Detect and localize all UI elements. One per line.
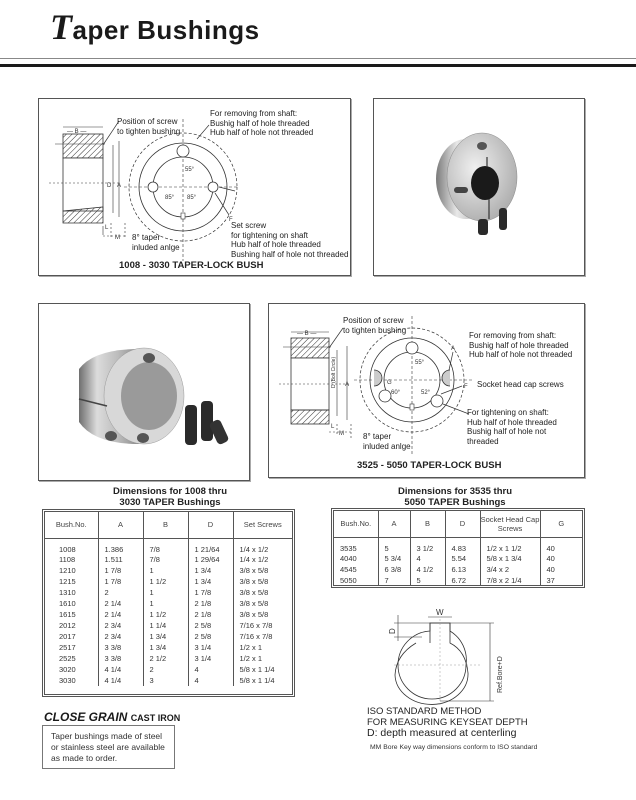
dim-label-g: G (387, 380, 392, 386)
keyseat-label-d: D (388, 628, 397, 634)
photo-bushing-3525-5050 (38, 303, 250, 481)
table-row (45, 565, 292, 576)
title-line: 5050 TAPER Bushings (404, 497, 506, 508)
table-cell: 1/4 x 1/2 (233, 538, 292, 554)
column-header: D (445, 511, 480, 537)
table-row (334, 553, 582, 564)
table-cell: 40 (540, 553, 582, 564)
table-row (45, 631, 292, 642)
label-line: Hub half of hole not threaded (469, 350, 573, 359)
label-line: for tightening on shaft (231, 230, 308, 240)
dim-label-d: D (Bolt Circle) (331, 356, 337, 388)
keyseat-label-ref: Ref.Bore+D (497, 656, 504, 693)
column-header: A (378, 511, 410, 537)
table-header-row (334, 511, 582, 537)
iso-standard-note (367, 706, 528, 739)
table-cell: 40 (540, 564, 582, 575)
bushing-photo-small (374, 99, 586, 277)
table-cell: 7 (378, 575, 410, 586)
dim-label-a: A (117, 183, 122, 189)
cap-screw-icon (201, 401, 213, 441)
dim-label-l: L (105, 225, 109, 231)
table-cell: 1 1/4 (143, 620, 188, 631)
dim-label-m: M (115, 235, 120, 241)
header-rule-thin (0, 58, 636, 59)
table-cell: 1 (143, 587, 188, 598)
column-header: Socket Head Cap Screws (480, 511, 540, 537)
label-line: Bushing half of hole not threaded (231, 249, 349, 259)
table-cell: 4 1/4 (98, 664, 143, 675)
table-cell: 2 3/4 (98, 631, 143, 642)
table-cell: 3020 (59, 664, 76, 674)
table-cell: 1108 (59, 554, 76, 564)
table-cell: 5.54 (445, 553, 480, 564)
dim-label-a-hole: A (451, 346, 456, 352)
material-heading (44, 710, 180, 724)
table-cell: 3/4 x 2 (480, 564, 540, 575)
table-cell: 1 21/64 (188, 538, 233, 554)
angle-55: 55° (185, 167, 195, 173)
label-screw-position (343, 316, 406, 335)
table-cell: 1 29/64 (188, 554, 233, 565)
table-cell: 4 1/2 (410, 564, 445, 575)
table-cell: 3/8 x 5/8 (233, 598, 292, 609)
column-header: B (143, 512, 188, 538)
table-cell: 6 3/8 (378, 564, 410, 575)
table-cell: 1310 (59, 587, 76, 597)
table-cell: 1.511 (98, 554, 143, 565)
table-cell: 7/8 x 2 1/4 (480, 575, 540, 586)
table-cell: 2 5/8 (188, 631, 233, 642)
label-line: threaded (467, 436, 499, 446)
table-cell: 3/8 x 5/8 (233, 565, 292, 576)
angle-60: 60° (391, 390, 401, 396)
side-section-view (49, 121, 125, 239)
label-line: For removing from shaft: (469, 331, 557, 340)
table-cell: 6.13 (445, 564, 480, 575)
label-line: Bushig half of hole not (467, 427, 547, 436)
table-1-dimensions (45, 512, 292, 686)
iso-line-1: ISO STANDARD METHOD (367, 706, 482, 717)
column-header: Bush.No. (45, 512, 98, 538)
iso-line-2: FOR MEASURING KEYSEAT DEPTH (367, 717, 528, 728)
table-cell: 2 1/2 (143, 653, 188, 664)
label-line: Bushig half of hole threaded (469, 340, 569, 350)
table-cell: 1 1/2 (143, 576, 188, 587)
table-2-title (325, 486, 585, 508)
table-cell: 1615 (59, 609, 76, 619)
dim-label-l: L (331, 424, 335, 430)
table-cell: 3030 (59, 675, 76, 685)
page-title (50, 6, 260, 48)
table-1-frame (42, 509, 295, 697)
table-cell: 1 7/8 (98, 576, 143, 587)
diagram-caption: 3525 - 5050 TAPER-LOCK BUSH (357, 460, 502, 471)
table-row (45, 609, 292, 620)
table-row (334, 537, 582, 553)
dim-label-d: D (107, 183, 112, 189)
table-cell: 3 3/8 (98, 642, 143, 653)
table-cell: 4 (188, 664, 233, 675)
column-header: Set Screws (233, 512, 292, 538)
iso-line-3: D: depth measured at centerling (367, 727, 517, 739)
table-cell: 2517 (59, 642, 76, 652)
label-line: Set screw (231, 221, 267, 230)
table-cell: 3535 (340, 543, 357, 553)
table-cell: 5050 (340, 575, 357, 585)
table-cell: 2012 (59, 620, 76, 630)
set-screw-icon (478, 219, 488, 235)
table-header-row (45, 512, 292, 538)
table-cell: 1/2 x 1 (233, 642, 292, 653)
table-cell: 2 3/4 (98, 620, 143, 631)
set-screw-icon (499, 208, 507, 230)
table-2-frame (331, 508, 585, 588)
table-cell: 1 1/2 (143, 609, 188, 620)
label-line: inluded anlge (132, 242, 180, 252)
table-cell: 3 3/8 (98, 653, 143, 664)
table-cell: 2 (98, 587, 143, 598)
table-cell: 3 1/2 (410, 537, 445, 553)
table-row (334, 575, 582, 586)
bore-icon (121, 362, 177, 430)
table-cell: 7/16 x 7/8 (233, 620, 292, 631)
label-socket-head: Socket head cap screws (477, 380, 564, 389)
column-header: B (410, 511, 445, 537)
label-removing (210, 109, 313, 138)
table-cell: 4 (410, 553, 445, 564)
column-header: A (98, 512, 143, 538)
table-row (45, 576, 292, 587)
dim-label-a: A (345, 382, 350, 388)
label-line: Bushig half of hole threaded (210, 118, 310, 128)
table-row (334, 564, 582, 575)
table-cell: 1210 (59, 565, 76, 575)
table-cell: 3 (143, 675, 188, 686)
table-cell: 6.72 (445, 575, 480, 586)
close-grain-label: CLOSE GRAIN (44, 710, 128, 724)
table-cell: 2 1/4 (98, 598, 143, 609)
table-cell: 4 (188, 675, 233, 686)
angle-52: 52° (421, 390, 431, 396)
table-cell: 1215 (59, 576, 76, 586)
table-row (45, 675, 292, 686)
dim-label-f: F (229, 217, 233, 223)
header-rule-thick (0, 64, 636, 67)
table-cell: 7/16 x 7/8 (233, 631, 292, 642)
label-removing (469, 331, 572, 360)
table-cell: 3/8 x 5/8 (233, 576, 292, 587)
angle-85-left: 85° (165, 195, 175, 201)
table-cell: 1008 (59, 544, 76, 554)
dim-label-b: — B — (67, 129, 87, 135)
diagram-caption: 1008 - 3030 TAPER-LOCK BUSH (119, 260, 264, 271)
table-cell: 5 (410, 575, 445, 586)
table-cell: 1610 (59, 598, 76, 608)
label-line: to tighten bushing (117, 126, 181, 136)
table-cell: 5/8 x 1 3/4 (480, 553, 540, 564)
label-line: inluded anlge (363, 441, 411, 451)
table-cell: 4.83 (445, 537, 480, 553)
title-line: Dimensions for 1008 thru (112, 486, 228, 497)
table-row (45, 653, 292, 664)
table-cell: 7/8 (143, 554, 188, 565)
table-cell: 2 5/8 (188, 620, 233, 631)
table-cell: 1 3/4 (188, 576, 233, 587)
table-cell: 4040 (340, 553, 357, 563)
table-row (45, 620, 292, 631)
cast-iron-label: CAST IRON (130, 713, 181, 723)
label-screw-position (117, 117, 180, 136)
table-row (45, 587, 292, 598)
table-cell: 1 3/4 (143, 631, 188, 642)
table-cell: 2525 (59, 653, 76, 663)
keyseat-diagram (380, 605, 540, 705)
column-header: D (188, 512, 233, 538)
table-cell: 1 3/4 (188, 565, 233, 576)
table-cell: 1/2 x 1 1/2 (480, 537, 540, 553)
label-line: Position of screw (117, 117, 178, 126)
table-cell: 1/4 x 1/2 (233, 554, 292, 565)
photo-bushing-1008-3030 (373, 98, 585, 276)
table-row (45, 664, 292, 675)
table-row (45, 554, 292, 565)
bore-icon (471, 166, 499, 200)
label-line: to tighten bushing (343, 325, 407, 335)
table-cell: 1 7/8 (188, 587, 233, 598)
table-cell: 5/8 x 1 1/4 (233, 675, 292, 686)
table-cell: 1 7/8 (98, 565, 143, 576)
table-row (45, 538, 292, 554)
dim-label-f: F (464, 384, 468, 390)
table-cell: 37 (540, 575, 582, 586)
label-set-screw (231, 221, 348, 259)
table-cell: 5/8 x 1 1/4 (233, 664, 292, 675)
table-2-dimensions (334, 511, 582, 586)
table-cell: 1 3/4 (143, 642, 188, 653)
bushing-photo-large (39, 304, 251, 482)
table-cell: 40 (540, 537, 582, 553)
cap-screw-icon (185, 405, 197, 445)
label-line: Hub half of hole not threaded (210, 128, 314, 137)
material-note-box: Taper bushings made of steel or stainless steel are available as made to order. (42, 725, 175, 769)
label-line: 8° taper (132, 233, 161, 242)
label-line: For tightening on shaft: (467, 408, 549, 417)
table-cell: 4545 (340, 564, 357, 574)
table-cell: 4 1/4 (98, 675, 143, 686)
table-cell: 2017 (59, 631, 76, 641)
title-line: 3030 TAPER Bushings (119, 497, 221, 508)
table-row (45, 642, 292, 653)
angle-55: 55° (415, 360, 425, 366)
label-line: Hub half of hole threaded (467, 417, 557, 427)
label-line: For removing from shaft: (210, 109, 298, 118)
label-line: 8° taper (363, 432, 392, 441)
table-cell: 3/8 x 5/8 (233, 609, 292, 620)
label-taper (132, 233, 180, 252)
table-1-title (40, 486, 300, 508)
label-tightening (467, 408, 557, 446)
table-cell: 3/8 x 5/8 (233, 587, 292, 598)
table-cell: 7/8 (143, 538, 188, 554)
column-header: G (540, 511, 582, 537)
label-taper (363, 432, 411, 451)
dim-label-b: — B — (297, 331, 317, 337)
table-cell: 3 1/4 (188, 653, 233, 664)
label-line: Position of screw (343, 316, 404, 325)
table-cell: 1.386 (98, 538, 143, 554)
title-rest: aper Bushings (72, 15, 260, 45)
table-cell: 3 1/4 (188, 642, 233, 653)
table-cell: 1 (143, 565, 188, 576)
table-row (45, 598, 292, 609)
label-line: Hub half of hole threaded (231, 240, 321, 249)
table-cell: 1 (143, 598, 188, 609)
diagram-1008-3030 (38, 98, 351, 276)
table-cell: 2 (143, 664, 188, 675)
angle-85-right: 85° (187, 195, 197, 201)
diagram-3525-5050 (268, 303, 585, 478)
iso-footnote: MM Bore Key way dimensions conform to ISO standard (370, 744, 538, 751)
side-section-view (279, 328, 351, 438)
title-line: Dimensions for 3535 thru (397, 486, 513, 497)
table-cell: 5 3/4 (378, 553, 410, 564)
table-cell: 5 (378, 537, 410, 553)
dim-label-m: M (339, 431, 344, 437)
table-cell: 2 1/4 (98, 609, 143, 620)
title-initial: T (50, 7, 73, 47)
keyseat-label-w: W (436, 608, 444, 617)
table-cell: 2 1/8 (188, 609, 233, 620)
table-cell: 1/2 x 1 (233, 653, 292, 664)
table-cell: 2 1/8 (188, 598, 233, 609)
column-header: Bush.No. (334, 511, 378, 537)
